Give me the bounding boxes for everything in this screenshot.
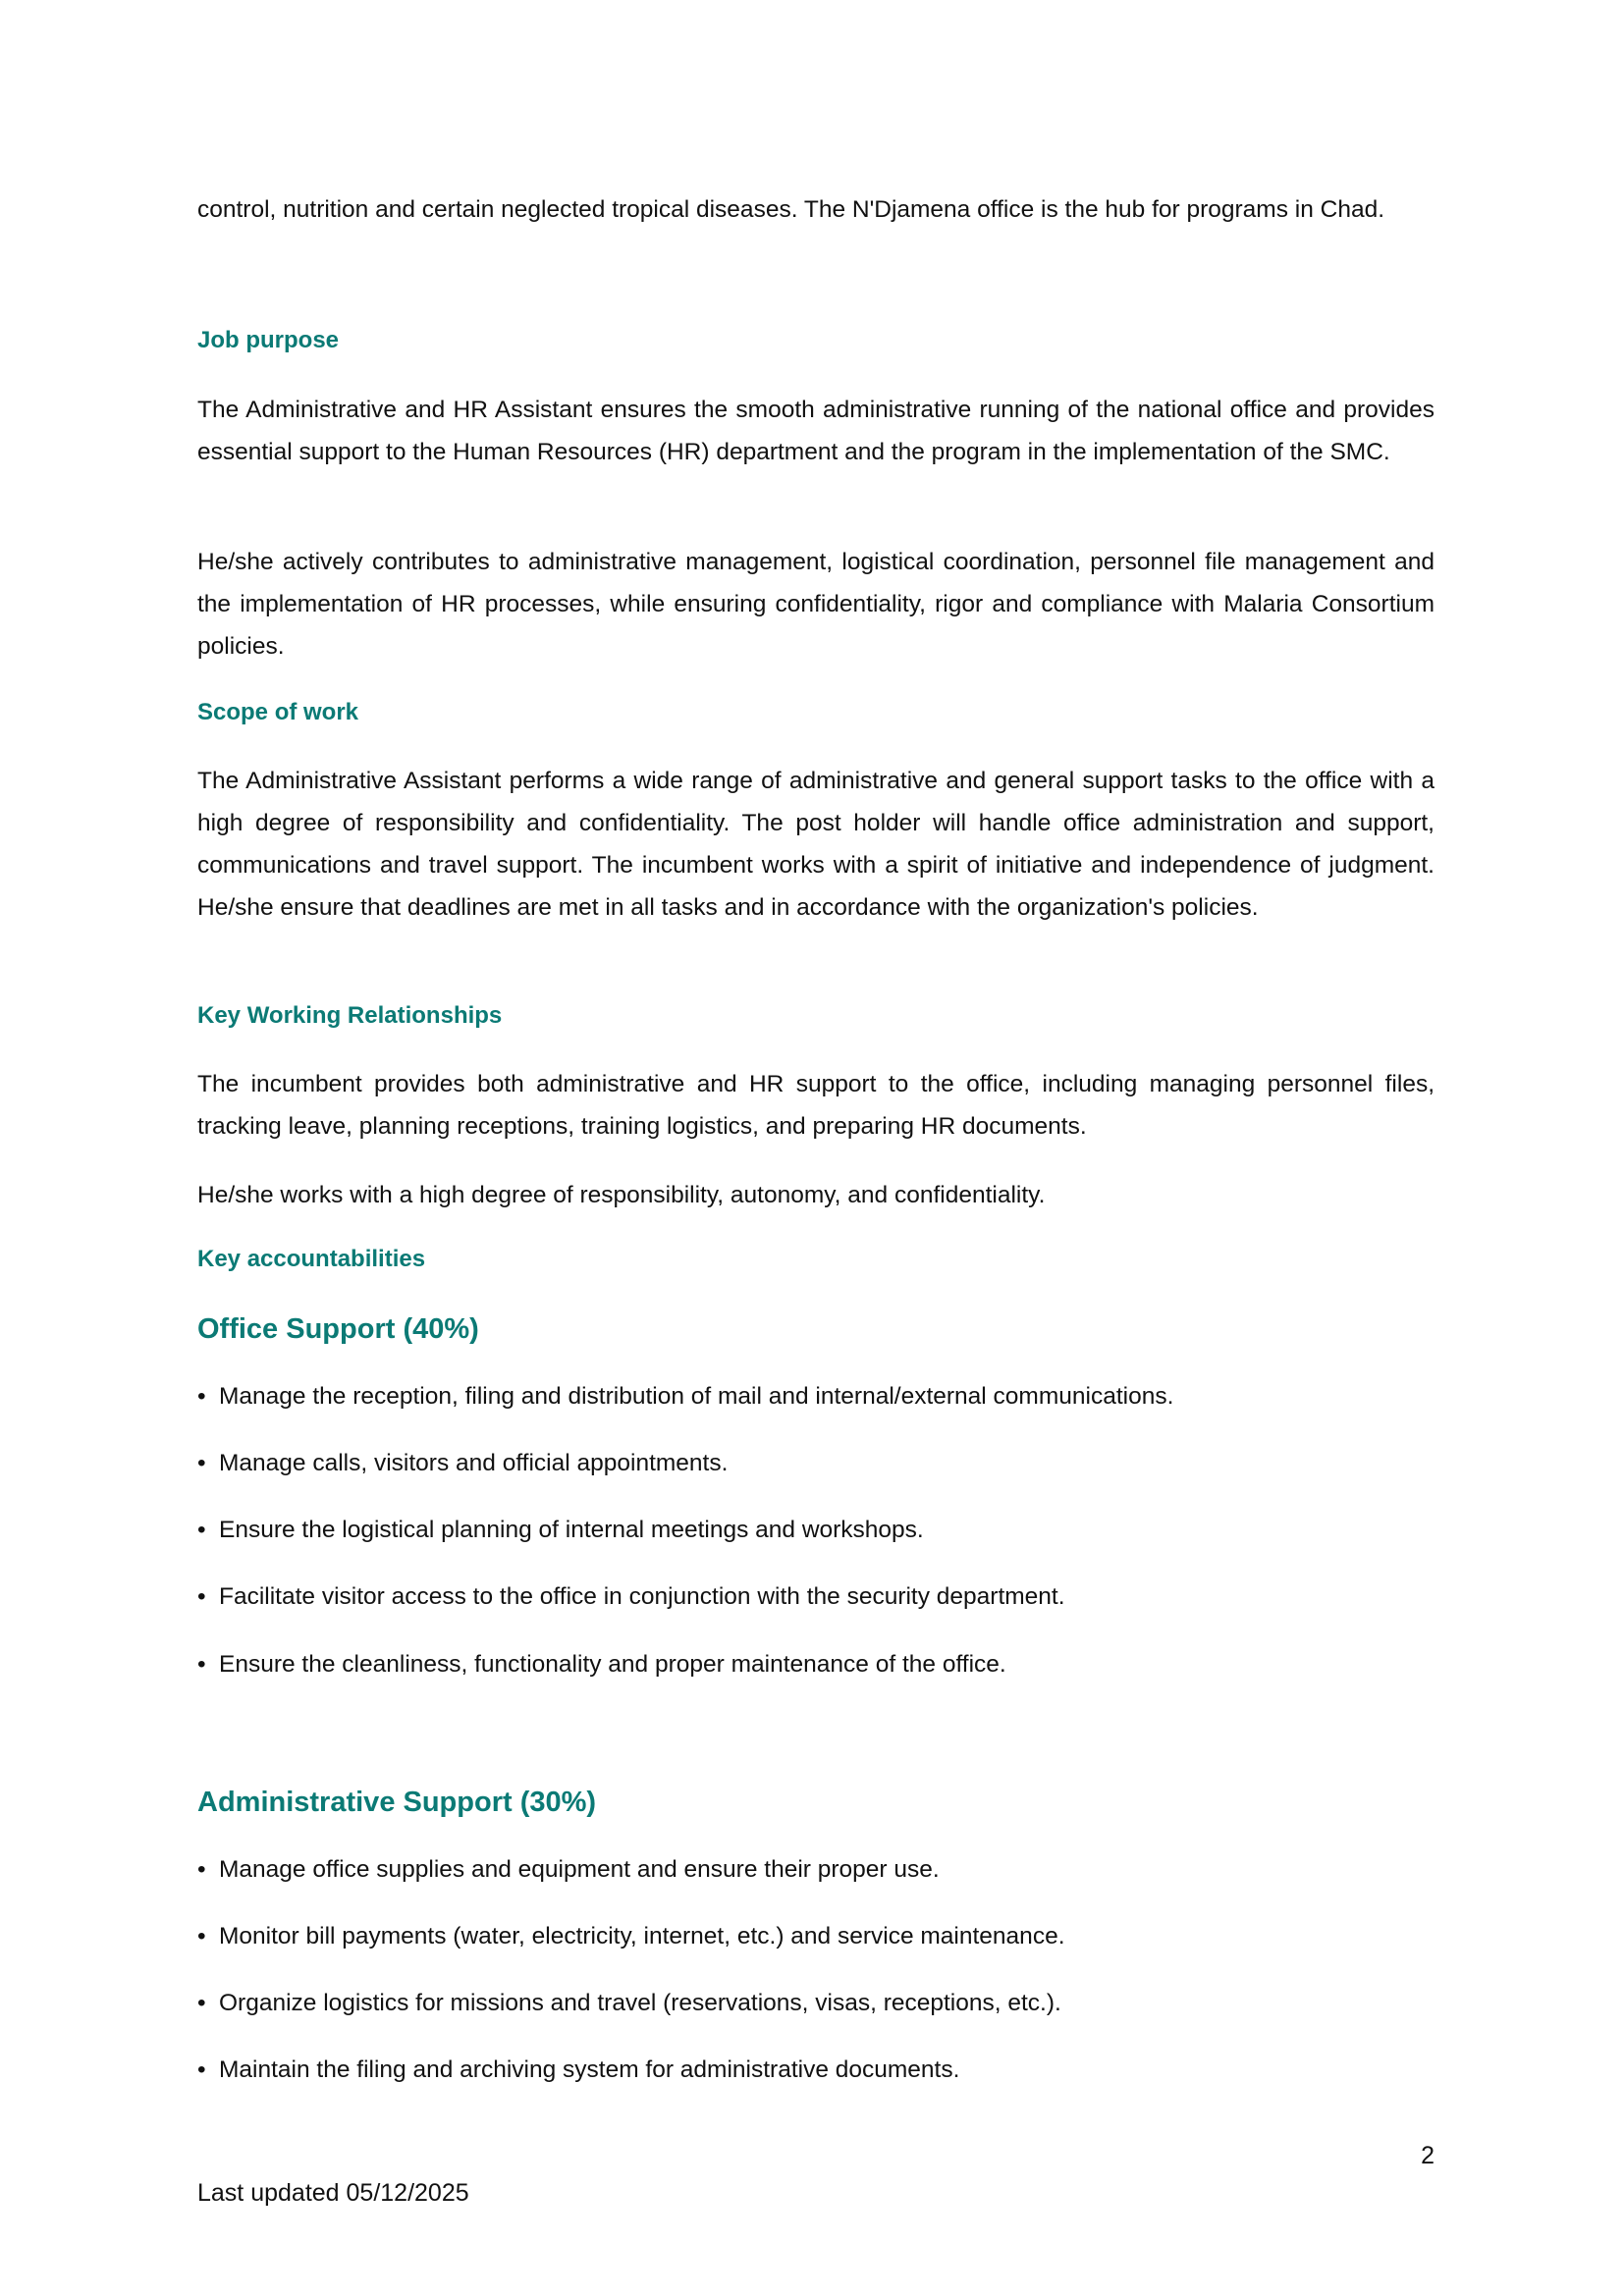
- key-accountabilities-heading-block: [197, 1245, 1435, 1274]
- office-support-heading: Office Support (40%): [197, 1313, 479, 1345]
- office-support-bullet: [197, 1650, 1435, 1680]
- administrative-support-bullet: [197, 1855, 1435, 1885]
- job-purpose-heading-block: [197, 326, 1435, 355]
- office-support-bullet: [197, 1516, 1435, 1545]
- bullet-text: Facilitate visitor access to the office in conjunction with the security department.: [219, 1583, 1065, 1610]
- bullet-icon: •: [197, 1583, 206, 1610]
- bullet-icon: •: [197, 1856, 206, 1883]
- job-purpose-paragraph: He/she actively contributes to administrative management, logistical coordination, personnel file management and the implementation of HR processes, while ensuring confidentiality, rigor and compliance with Malaria Consortium policies.: [197, 549, 1435, 660]
- page-number: 2: [1421, 2142, 1435, 2169]
- bullet-text: Maintain the filing and archiving system for administrative documents.: [219, 2056, 960, 2083]
- bullet-icon: •: [197, 1517, 206, 1543]
- administrative-support-bullet: [197, 1989, 1435, 2018]
- key-working-relationships-paragraph-1-block: [197, 1063, 1435, 1148]
- bullet-text: Manage calls, visitors and official appointments.: [219, 1450, 729, 1476]
- office-support-bullet: [197, 1449, 1435, 1478]
- job-purpose-paragraph: The Administrative and HR Assistant ensures the smooth administrative running of the national office and provides essential support to the Human Resources (HR) department and the program in the implementation of the SMC.: [197, 397, 1435, 465]
- bullet-icon: •: [197, 2056, 206, 2083]
- key-working-relationships-heading-block: [197, 1001, 1435, 1031]
- administrative-support-heading-block: [197, 1785, 1435, 1820]
- bullet-text: Manage office supplies and equipment and ensure their proper use.: [219, 1856, 940, 1883]
- bullet-icon: •: [197, 1923, 206, 1949]
- office-support-bullet: [197, 1582, 1435, 1612]
- scope-of-work-paragraph-block: [197, 760, 1435, 929]
- scope-of-work-paragraph: The Administrative Assistant performs a wide range of administrative and general support tasks to the office with a high degree of responsibility and confidentiality. The post holder will handle office administration and support, communications and travel support. The incumbent works with a spirit of initiative and independence of judgment. He/she ensure that deadlines are met in all tasks and in accordance with the organization's policies.: [197, 768, 1435, 921]
- bullet-text: Ensure the logistical planning of internal meetings and workshops.: [219, 1517, 924, 1543]
- job-purpose-paragraph-2-block: [197, 541, 1435, 667]
- administrative-support-heading: Administrative Support (30%): [197, 1787, 597, 1818]
- footer-last-updated: Last updated 05/12/2025: [197, 2179, 469, 2207]
- scope-of-work-heading-block: [197, 698, 1435, 727]
- intro-continuation-paragraph: control, nutrition and certain neglected tropical diseases. The N'Djamena office is the hub for programs in Chad.: [197, 196, 1385, 223]
- key-working-relationships-paragraph: He/she works with a high degree of responsibility, autonomy, and confidentiality.: [197, 1182, 1046, 1208]
- bullet-text: Ensure the cleanliness, functionality and proper maintenance of the office.: [219, 1651, 1006, 1678]
- intro-continuation-block: [197, 188, 1435, 231]
- job-purpose-heading: Job purpose: [197, 327, 340, 353]
- office-support-heading-block: [197, 1311, 1435, 1347]
- bullet-icon: •: [197, 1450, 206, 1476]
- bullet-text: Organize logistics for missions and travel (reservations, visas, receptions, etc.).: [219, 1990, 1061, 2016]
- key-working-relationships-paragraph: The incumbent provides both administrative and HR support to the office, including managing personnel files, tracking leave, planning receptions, training logistics, and preparing HR documents.: [197, 1071, 1435, 1140]
- key-working-relationships-heading: Key Working Relationships: [197, 1002, 503, 1029]
- bullet-text: Manage the reception, filing and distribution of mail and internal/external communications.: [219, 1383, 1174, 1410]
- bullet-icon: •: [197, 1651, 206, 1678]
- scope-of-work-heading: Scope of work: [197, 699, 359, 725]
- bullet-icon: •: [197, 1383, 206, 1410]
- administrative-support-bullet: [197, 2056, 1435, 2085]
- office-support-bullet: [197, 1382, 1435, 1412]
- administrative-support-bullet: [197, 1922, 1435, 1951]
- job-purpose-paragraph-1-block: [197, 389, 1435, 473]
- bullet-text: Monitor bill payments (water, electricity, internet, etc.) and service maintenance.: [219, 1923, 1065, 1949]
- key-accountabilities-heading: Key accountabilities: [197, 1246, 426, 1272]
- key-working-relationships-paragraph-2-block: [197, 1174, 1435, 1216]
- bullet-icon: •: [197, 1990, 206, 2016]
